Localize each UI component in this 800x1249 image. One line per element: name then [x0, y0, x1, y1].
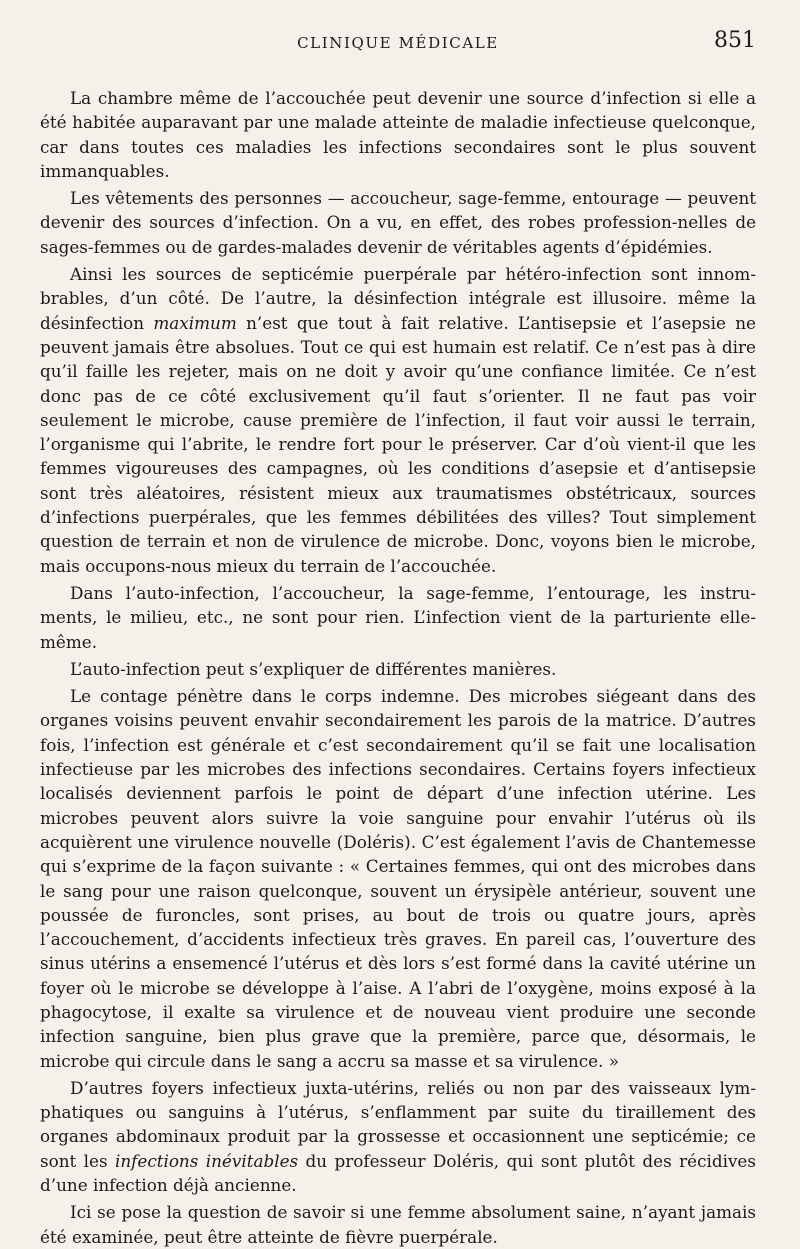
page-number: 851: [714, 28, 756, 53]
paragraph-clothing: Les vêtements des personnes — accoucheur, sage-femme, entourage — peuvent devenir des sources d’infection. On a vu, en effet, des robes profession-nelles de sages-femmes ou de gardes-malades devenir de véritables agents d’épidémies.: [40, 188, 756, 257]
paragraph-juxta-uterine-part-1: D’autres foyers infectieux juxta-utérins, reliés ou non par des vaisseaux lym-phatiques ou sanguins à l’utérus, s’enflamment par suite du tiraillement des organes abdominaux produit par la grossesse et occasionnent une septicémie; ce sont les: [40, 1077, 756, 1171]
paragraph-hetero-infection: [40, 262, 756, 578]
paragraph-contagion: Le contage pénètre dans le corps indemne. Des microbes siégeant dans des organes voisins peuvent envahir secondairement les parois de la matrice. D’autres fois, l’infection est générale et c’est secondairement qu’il se fait une localisation infectieuse par les microbes des infections secondaires. Certains foyers infectieux localisés deviennent parfois le point de départ d’une infection utérine. Les microbes peuvent alors suivre la voie sanguine pour envahir l’utérus où ils acquièrent une virulence nouvelle (Doléris). C’est également l’avis de Chantemesse qui s’exprime de la façon suivante : « Certaines femmes, qui ont des microbes dans le sang pour une raison quelconque, souvent un érysipèle antérieur, souvent une poussée de furoncles, sont prises, au bout de trois ou quatre jours, après l’accouchement, d’accidents infectieux très graves. En pareil cas, l’ouverture des sinus utérins a ensemencé l’utérus et dès lors s’est formé dans la cavité utérine un foyer où le microbe se développe à l’aise. A l’abri de l’oxygène, moins exposé à la phagocytose, il exalte sa virulence et de nouveau vient produire une seconde infection sanguine, bien plus grave que la première, parce que, désormais, le microbe qui circule dans le sang a accru sa masse et sa virulence. »: [40, 686, 756, 1071]
emphasis-maximum: maximum: [153, 312, 237, 333]
paragraph-room-infection: La chambre même de l’accouchée peut devenir une source d’infection si elle a été habitée auparavant par une malade atteinte de maladie infectieuse quelconque, car dans toutes ces maladies les infections secondaires sont le plus souvent immanquables.: [40, 88, 756, 181]
emphasis-infections-inevitables: infections inévitables: [115, 1150, 299, 1171]
paragraph-hetero-infection-part-1: Ainsi les sources de septicémie puerpérale par hétéro-infection sont innom-brables, d’un côté. De l’autre, la désinfection intégrale est illusoire. même la désinfection: [40, 264, 756, 333]
paragraph-question: Ici se pose la question de savoir si une femme absolument saine, n’ayant jamais été examinée, peut être atteinte de fièvre puerpérale.: [40, 1202, 756, 1247]
paragraph-hetero-infection-part-2: n’est que tout à fait relative. L’antisepsie et l’asepsie ne peuvent jamais être absolues. Tout ce qui est humain est relatif. Ce n’est pas à dire qu’il faille les rejeter, mais on ne doit y avoir qu’une confiance limitée. Ce n’est donc pas de ce côté exclusivement qu’il faut s’orienter. Il ne faut pas voir seulement le microbe, cause première de l’infection, il faut voir aussi le terrain, l’organisme qui l’abrite, le rendre fort pour le préserver. Car d’où vient-il que les femmes vigoureuses des campagnes, où les conditions d’asepsie et d’antisepsie sont très aléatoires, résistent mieux aux traumatismes obstétricaux, sources d’infections puerpérales, que les femmes débilitées des villes? Tout simplement question de terrain et non de virulence de microbe. Donc, voyons bien le microbe, mais occupons-nous mieux du terrain de l’accouchée.: [40, 312, 756, 576]
paragraph-juxta-uterine: [40, 1076, 756, 1197]
paragraph-juxta-uterine-part-2: du professeur Doléris, qui sont plutôt des récidives d’une infection déjà ancienne.: [40, 1150, 756, 1196]
body-text: [40, 86, 756, 1249]
paragraph-auto-infection: Dans l’auto-infection, l’accoucheur, la sage-femme, l’entourage, les instru-ments, le milieu, etc., ne sont pour rien. L’infection vient de la parturiente elle-même.: [40, 582, 756, 652]
running-header: [40, 28, 756, 64]
paragraph-explanations: L’auto-infection peut s’expliquer de différentes manières.: [70, 658, 557, 679]
running-title: CLINIQUE MÉDICALE: [297, 34, 499, 52]
